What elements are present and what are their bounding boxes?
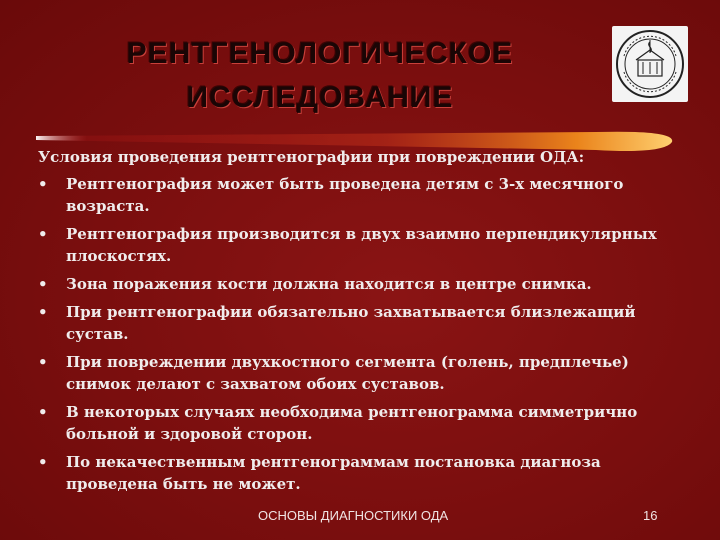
bullet-text: Рентгенография может быть проведена детям с 3-х месячного возраста. — [66, 175, 624, 215]
list-item — [38, 451, 678, 495]
page-number: 16 — [643, 508, 658, 523]
bullet-text: В некоторых случаях необходима рентгенограмма симметрично больной и здоровой сторон. — [66, 403, 638, 443]
list-item — [38, 223, 678, 267]
slide-title — [40, 32, 600, 120]
bullet-text: При повреждении двухкостного сегмента (голень, предплечье) снимок делают с захватом обоих суставов. — [66, 353, 629, 393]
bullet-list — [38, 173, 678, 495]
list-item — [38, 351, 678, 395]
bullet-mark: • — [38, 453, 48, 471]
slide-footer: ОСНОВЫ ДИАГНОСТИКИ ОДА — [258, 508, 449, 523]
list-item — [38, 301, 678, 345]
institution-seal-icon — [612, 26, 688, 102]
bullet-mark: • — [38, 303, 48, 321]
intro-text: Условия проведения рентгенографии при повреждении ОДА: — [38, 148, 585, 166]
list-item — [38, 273, 678, 295]
bullet-text: При рентгенографии обязательно захватывается близлежащий сустав. — [66, 303, 636, 343]
bullet-mark: • — [38, 353, 48, 371]
bullet-mark: • — [38, 275, 48, 293]
slide-title-line-2: ИССЛЕДОВАНИЕ — [186, 81, 454, 114]
bullet-text: По некачественным рентгенограммам постановка диагноза проведена быть не может. — [66, 453, 601, 493]
bullet-mark: • — [38, 225, 48, 243]
list-item — [38, 401, 678, 445]
slide-title-line-1: РЕНТГЕНОЛОГИЧЕСКОЕ — [126, 37, 514, 70]
slide-body — [38, 146, 678, 501]
bullet-mark: • — [38, 403, 48, 421]
bullet-mark: • — [38, 175, 48, 193]
bullet-text: Зона поражения кости должна находится в центре снимка. — [66, 275, 592, 293]
bullet-text: Рентгенография производится в двух взаимно перпендикулярных плоскостях. — [66, 225, 657, 265]
list-item — [38, 173, 678, 217]
